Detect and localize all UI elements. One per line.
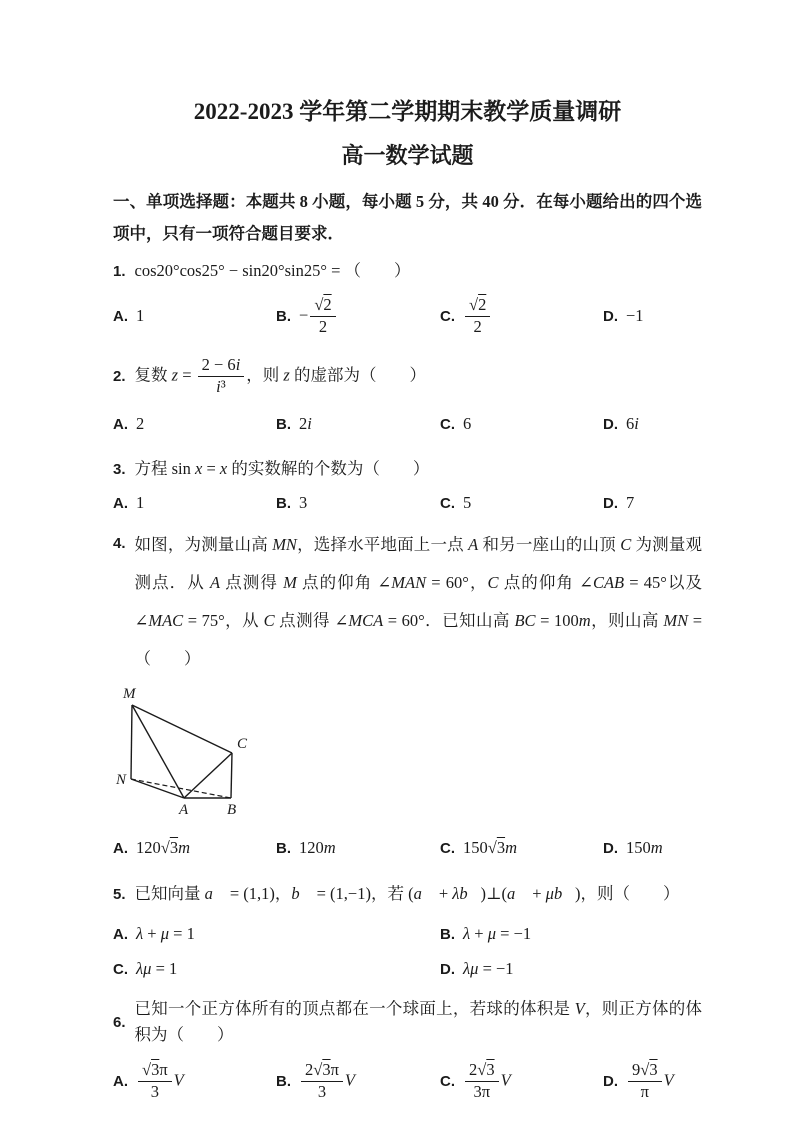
option-value: $\frac{√3\pi}{3}$ V [136, 1060, 184, 1103]
option-b [276, 493, 440, 513]
option-label: B. [276, 839, 291, 857]
option-b [440, 924, 702, 944]
option-value: $\frac{9√3}{\pi}$ V [626, 1060, 674, 1103]
option-label: D. [603, 839, 618, 857]
option-label: A. [113, 494, 128, 512]
diagram-label-c: C [237, 736, 248, 752]
options-row [113, 491, 702, 515]
option-value: −1 [626, 306, 644, 325]
option-d [603, 1060, 702, 1103]
option-value: λ + μ = 1 [136, 924, 195, 943]
option-label: B. [276, 494, 291, 512]
option-value: 120√3m [136, 838, 190, 857]
option-value: 1 [136, 306, 145, 325]
options-row [113, 291, 702, 341]
option-b [276, 295, 440, 338]
option-value: λμ = −1 [463, 959, 514, 978]
question-stem: 已知向量 a⃗ = (1,1)，b⃗ = (1,−1)，若 (a⃗ + λb⃗)⊥(a⃗ + μb⃗)，则（ ） [134, 884, 680, 903]
question-3 [113, 456, 702, 515]
option-d [603, 838, 702, 858]
option-a [113, 306, 276, 326]
options-row [113, 1055, 702, 1107]
option-label: C. [440, 1072, 455, 1090]
option-label: C. [113, 960, 128, 978]
option-label: C. [440, 307, 455, 325]
option-value: $\frac{2√3\pi}{3}$ V [299, 1060, 355, 1103]
option-d [603, 306, 702, 326]
option-c [440, 493, 603, 513]
option-label: B. [440, 925, 455, 943]
option-d [440, 959, 702, 979]
option-label: B. [276, 415, 291, 433]
option-label: D. [440, 960, 455, 978]
option-value: $\frac{√2}{2}$ [463, 295, 492, 338]
question-stem: 方程 sin x = x 的实数解的个数为（ ） [134, 459, 430, 478]
question-5 [113, 875, 702, 979]
question-2 [113, 350, 702, 437]
page-title: 2022-2023 学年第二学期期末教学质量调研 [193, 99, 622, 124]
option-value: 7 [626, 493, 635, 512]
option-label: C. [440, 839, 455, 857]
option-b [276, 414, 440, 434]
option-label: A. [113, 415, 128, 433]
option-c [440, 838, 603, 858]
section-intro: 一、单项选择题：本题共 8 小题，每小题 5 分，共 40 分．在每小题给出的四个选项中，只有一项符合题目要求． [113, 192, 702, 243]
option-a [113, 414, 276, 434]
question-6 [113, 996, 702, 1107]
option-label: A. [113, 839, 128, 857]
option-label: B. [276, 307, 291, 325]
options-row [113, 411, 702, 437]
option-value: 2 [136, 414, 145, 433]
question-stem: cos20°cos25° − sin20°sin25° = （ ） [134, 261, 411, 280]
option-value: 5 [463, 493, 472, 512]
option-value: 1 [136, 493, 145, 512]
question-number: 5. [113, 885, 126, 903]
option-label: A. [113, 307, 128, 325]
question-stem: 复数 z = $\frac{2 - 6i}{\text{i³}}$ ，则 z 的虚部为（ ） [134, 354, 426, 396]
option-d [603, 414, 702, 434]
mountain-diagram [115, 680, 265, 818]
question-number: 2. [113, 367, 126, 385]
question-1 [113, 258, 702, 341]
question-number: 3. [113, 460, 126, 478]
options-row [113, 835, 702, 861]
option-value: 150√3m [463, 838, 517, 857]
option-value: 6i [626, 414, 639, 433]
option-label: D. [603, 494, 618, 512]
option-value: λ + μ = −1 [463, 924, 532, 943]
diagram-label-b: B [227, 802, 237, 818]
option-value: 2i [299, 414, 312, 433]
option-value: λμ = 1 [136, 959, 178, 978]
option-label: D. [603, 1072, 618, 1090]
option-value: 6 [463, 414, 472, 433]
option-label: D. [603, 307, 618, 325]
option-label: C. [440, 415, 455, 433]
option-a [113, 924, 440, 944]
option-c [440, 414, 603, 434]
question-number: 4. [113, 535, 126, 552]
dashed-line-nb [131, 779, 231, 798]
option-b [276, 838, 440, 858]
option-label: A. [113, 925, 128, 943]
option-b [276, 1060, 440, 1103]
question-number: 6. [113, 1013, 126, 1031]
diagram-label-m: M [123, 686, 136, 702]
option-value: − $\frac{√2}{2}$ [299, 295, 338, 338]
option-value: 3 [299, 493, 308, 512]
option-c [113, 959, 440, 979]
options-grid [113, 924, 702, 979]
option-value: $\frac{2√3}{3\pi}$ V [463, 1060, 511, 1103]
diagram-label-n: N [116, 772, 127, 788]
option-label: C. [440, 494, 455, 512]
option-value: 120m [299, 838, 336, 857]
question-4 [113, 526, 702, 861]
option-a [113, 1060, 276, 1103]
option-a [113, 493, 276, 513]
question-stem: 已知一个正方体所有的顶点都在一个球面上，若球的体积是 V，则正方体的体积为（ ） [134, 999, 703, 1044]
option-c [440, 1060, 603, 1103]
option-value: 150m [626, 838, 663, 857]
option-label: A. [113, 1072, 128, 1090]
option-label: B. [276, 1072, 291, 1090]
option-label: D. [603, 415, 618, 433]
page-subtitle: 高一数学试题 [341, 143, 474, 168]
option-a [113, 838, 276, 858]
option-d [603, 493, 702, 513]
question-stem: 如图，为测量山高 MN，选择水平地面上一点 A 和另一座山的山顶 C 为测量观测点．从 A 点测得 M 点的仰角 ∠MAN = 60°，C 点的仰角 ∠CAB = 45°以及 ∠MAC = 75°，从 C 点测得 ∠MCA = 60°．已知山高 BC = 100m，则山高 MN = （ ） [134, 535, 703, 668]
option-c [440, 295, 603, 338]
diagram-label-a: A [179, 802, 189, 818]
question-number: 1. [113, 262, 126, 280]
